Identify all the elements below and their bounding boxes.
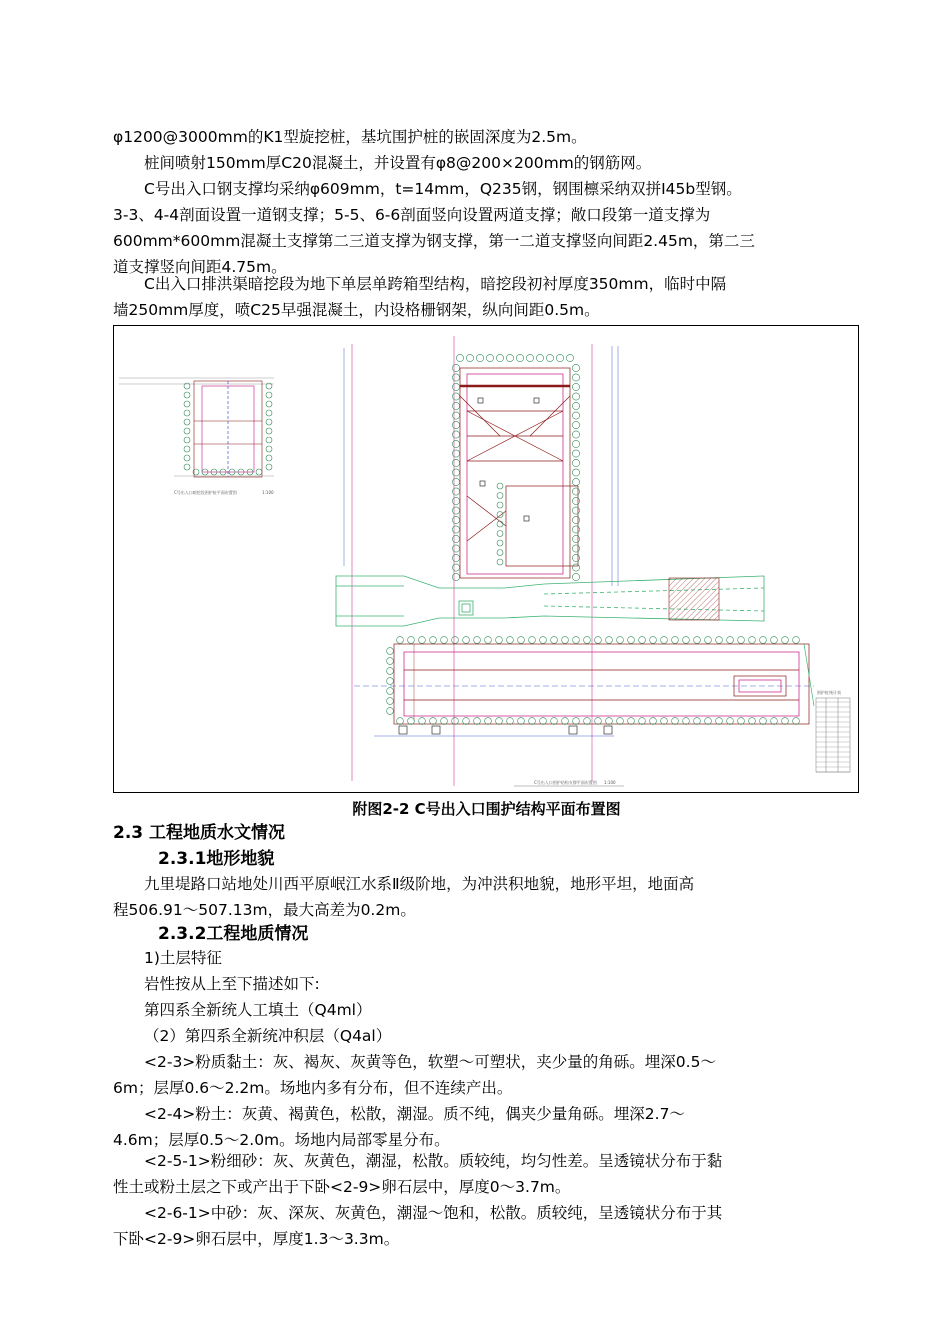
geology-line: 下卧<2-9>卵石层中，厚度1.3～3.3m。 [113, 1230, 400, 1248]
pile-stats-rows [816, 702, 850, 772]
pile-circle [419, 718, 426, 725]
pile-circle [184, 410, 190, 416]
geology-line: 岩性按从上至下描述如下: [144, 975, 320, 993]
body-line-6: 道支撑竖向间距4.75m。 [113, 258, 287, 276]
pile-circle [408, 718, 415, 725]
pile-circle [266, 464, 272, 470]
geology-line: （2）第四系全新统冲积层（Q4al） [144, 1027, 392, 1045]
pile-circle [497, 550, 503, 556]
pile-circle [572, 469, 579, 476]
figure-caption: 附图2-2 C号出入口围护结构平面布置图 [352, 800, 621, 818]
pile-circle [497, 483, 503, 489]
main-plan-scale: 1:100 [604, 780, 616, 785]
pile-circle [650, 718, 657, 725]
pile-circle [452, 564, 459, 571]
pile-circle [584, 637, 591, 644]
pile-circle [529, 637, 536, 644]
pile-circle [463, 718, 470, 725]
pile-circle [572, 545, 579, 552]
pile-circle [452, 535, 459, 542]
pile-circle [452, 526, 459, 533]
pile-circle [266, 437, 272, 443]
pile-circle [452, 554, 459, 561]
pile-circle [551, 718, 558, 725]
pile-circle [782, 637, 789, 644]
main-plan-piles [452, 354, 579, 580]
pile-circle [430, 637, 437, 644]
pile-circle [485, 637, 492, 644]
pile-circle [266, 419, 272, 425]
pile-circle [452, 393, 459, 400]
pile-circle [485, 718, 492, 725]
pile-circle [497, 531, 503, 537]
body-line-5: 600mm*600mm混凝土支撑第二三道支撑为钢支撑，第一二道支撑竖向间距2.45m，第二三 [113, 232, 755, 250]
pile-circle [595, 637, 602, 644]
pile-circle [452, 497, 459, 504]
pile-circle [572, 412, 579, 419]
plan-svg [114, 326, 858, 792]
geology-line: 1)土层特征 [144, 949, 222, 967]
main-plan [344, 336, 618, 786]
pile-circle [441, 637, 448, 644]
pile-circle [497, 540, 503, 546]
pile-circle [497, 559, 503, 565]
pile-circle [771, 718, 778, 725]
pile-circle [572, 564, 579, 571]
pile-circle [452, 450, 459, 457]
pile-circle [793, 718, 800, 725]
pile-circle [572, 526, 579, 533]
pile-circle [474, 718, 481, 725]
geology-line: <2-5-1>粉细砂：灰、灰黄色，潮湿，松散。质较纯，均匀性差。呈透镜状分布于黏 [144, 1152, 723, 1170]
pile-circle [497, 521, 503, 527]
pile-circle [617, 637, 624, 644]
pile-circle [536, 354, 543, 361]
pile-circle [266, 428, 272, 434]
pile-circle [628, 637, 635, 644]
pile-circle [572, 450, 579, 457]
pile-circle [584, 718, 591, 725]
pile-circle [540, 718, 547, 725]
pile-circle [452, 421, 459, 428]
pile-circle [716, 718, 723, 725]
pile-circle [572, 459, 579, 466]
geology-line: <2-3>粉质黏土：灰、褐灰、灰黄等色，软塑～可塑状，夹少量的角砾。埋深0.5～ [144, 1053, 716, 1071]
geology-line: 性土或粉土层之下或产出于下卧<2-9>卵石层中，厚度0～3.7m。 [113, 1178, 571, 1196]
pile-circle [496, 637, 503, 644]
pile-circle [738, 637, 745, 644]
pile-circle [529, 718, 536, 725]
pile-circle [672, 718, 679, 725]
pile-circle [507, 718, 514, 725]
pile-circle [266, 455, 272, 461]
pile-circle [397, 637, 404, 644]
pile-circle [661, 637, 668, 644]
pile-circle [452, 478, 459, 485]
pile-circle [661, 718, 668, 725]
pile-circle [452, 718, 459, 725]
pile-stats-table [816, 698, 850, 772]
pile-circle [572, 573, 579, 580]
pile-circle [476, 354, 483, 361]
pile-circle [452, 364, 459, 371]
pile-circle [387, 678, 394, 685]
body-line-7: C出入口排洪渠暗挖段为地下单层单跨箱型结构，暗挖段初衬厚度350mm，临时中隔 [144, 275, 727, 293]
pile-circle [452, 374, 459, 381]
pile-circle [184, 401, 190, 407]
small-plan-scale: 1:100 [262, 490, 274, 495]
pile-circle [452, 402, 459, 409]
pile-circle [184, 464, 190, 470]
pile-circle [738, 718, 745, 725]
pile-circle [572, 364, 579, 371]
pile-circle [516, 354, 523, 361]
pile-circle [573, 718, 580, 725]
pile-circle [572, 554, 579, 561]
pile-circle [683, 718, 690, 725]
pile-circle [452, 637, 459, 644]
geology-line: 第四系全新统人工填土（Q4ml） [144, 1001, 372, 1019]
pile-circle [572, 516, 579, 523]
pile-circle [387, 688, 394, 695]
pile-circle [452, 488, 459, 495]
geology-line: <2-4>粉土：灰黄、褐黄色，松散，潮湿。质不纯，偶夹少量角砾。埋深2.7～ [144, 1105, 685, 1123]
pile-circle [441, 718, 448, 725]
pile-circle [705, 637, 712, 644]
pile-circle [184, 455, 190, 461]
pile-circle [793, 637, 800, 644]
structure-plan-drawing [113, 325, 859, 793]
geology-line: <2-6-1>中砂：灰、深灰、灰黄色，潮湿～饱和，松散。质较纯，呈透镜状分布于其 [144, 1204, 723, 1222]
pile-circle [540, 637, 547, 644]
pile-circle [387, 698, 394, 705]
pile-circle [452, 440, 459, 447]
pile-circle [456, 354, 463, 361]
pile-circle [771, 637, 778, 644]
pile-circle [683, 637, 690, 644]
section-2-3-1-heading: 2.3.1地形地貌 [158, 849, 275, 869]
pile-circle [397, 718, 404, 725]
pile-circle [617, 718, 624, 725]
pile-circle [694, 718, 701, 725]
pile-circle [749, 718, 756, 725]
lower-plan-piles [387, 637, 800, 725]
pile-circle [266, 392, 272, 398]
pile-circle [266, 401, 272, 407]
pile-circle [672, 637, 679, 644]
pile-circle [694, 637, 701, 644]
pile-circle [572, 488, 579, 495]
pile-circle [760, 637, 767, 644]
pile-circle [628, 718, 635, 725]
geology-line: 4.6m；层厚0.5～2.0m。场地内局部零星分布。 [113, 1131, 450, 1149]
pile-circle [572, 478, 579, 485]
pile-circle [526, 354, 533, 361]
pile-circle [572, 535, 579, 542]
pile-circle [387, 708, 394, 715]
pile-circle [452, 412, 459, 419]
small-plan [119, 378, 274, 477]
pile-circle [650, 637, 657, 644]
hatched-area [669, 578, 719, 620]
table-title: 围护桩统计表 [817, 690, 841, 695]
pile-circle [518, 637, 525, 644]
small-plan-title: C号出入口暗挖段围护桩平面布置图 [174, 490, 237, 495]
body-line-1: φ1200@3000mm的K1型旋挖桩，基坑围护桩的嵌固深度为2.5m。 [113, 128, 587, 146]
terrain-line-1: 九里堤路口站地处川西平原岷江水系Ⅱ级阶地，为冲洪积地貌，地形平坦，地面高 [144, 875, 695, 893]
section-2-3-heading: 2.3 工程地质水文情况 [113, 823, 286, 843]
pile-circle [266, 446, 272, 452]
pile-circle [573, 637, 580, 644]
pile-circle [452, 459, 459, 466]
body-line-2: 桩间喷射150mm厚C20混凝土，并设置有φ8@200×200mm的钢筋网。 [144, 154, 652, 172]
pile-circle [595, 718, 602, 725]
pile-circle [466, 354, 473, 361]
pile-circle [705, 718, 712, 725]
pile-circle [184, 437, 190, 443]
pile-circle [572, 393, 579, 400]
pile-circle [387, 668, 394, 675]
pile-circle [452, 516, 459, 523]
pile-circle [452, 383, 459, 390]
pile-circle [546, 354, 553, 361]
pile-circle [507, 637, 514, 644]
pile-circle [639, 637, 646, 644]
pile-circle [556, 354, 563, 361]
pile-circle [566, 354, 573, 361]
terrain-line-2: 程506.91～507.13m，最大高差为0.2m。 [113, 901, 416, 919]
pile-circle [572, 431, 579, 438]
pile-circle [452, 431, 459, 438]
section-2-3-2-heading: 2.3.2工程地质情况 [158, 924, 309, 944]
pile-circle [551, 637, 558, 644]
pile-circle [387, 648, 394, 655]
pile-circle [782, 718, 789, 725]
pile-circle [716, 637, 723, 644]
pile-circle [419, 637, 426, 644]
pile-circle [572, 507, 579, 514]
pile-circle [749, 637, 756, 644]
pile-circle [727, 718, 734, 725]
pile-circle [572, 374, 579, 381]
pile-circle [562, 637, 569, 644]
geology-line: 6m；层厚0.6～2.2m。场地内多有分布，但不连续产出。 [113, 1079, 513, 1097]
pile-circle [474, 637, 481, 644]
pile-circle [184, 446, 190, 452]
pile-circle [572, 383, 579, 390]
pile-circle [463, 637, 470, 644]
body-line-4: 3-3、4-4剖面设置一道钢支撑；5-5、6-6剖面竖向设置两道支撑；敞口段第一道支撑为 [113, 206, 711, 224]
pile-circle [452, 507, 459, 514]
pile-circle [452, 469, 459, 476]
pile-circle [452, 545, 459, 552]
pile-circle [408, 637, 415, 644]
pile-circle [497, 502, 503, 508]
pile-circle [572, 402, 579, 409]
pile-circle [562, 718, 569, 725]
pile-circle [497, 493, 503, 499]
pile-circle [387, 658, 394, 665]
pile-circle [452, 573, 459, 580]
pile-circle [760, 718, 767, 725]
pile-circle [184, 392, 190, 398]
pile-circle [518, 718, 525, 725]
pile-circle [606, 718, 613, 725]
pile-circle [727, 637, 734, 644]
pile-circle [606, 637, 613, 644]
pile-circle [497, 512, 503, 518]
pile-circle [639, 718, 646, 725]
body-line-3: C号出入口钢支撑均采纳φ609mm，t=14mm，Q235钢，钢围檩采纳双拼I45b型钢。 [144, 180, 742, 198]
pile-circle [266, 410, 272, 416]
pile-circle [486, 354, 493, 361]
main-plan-title: C号出入口围护结构支撑平面布置图 [534, 780, 597, 785]
pile-circle [496, 354, 503, 361]
pile-circle [184, 419, 190, 425]
pile-circle [496, 718, 503, 725]
pile-circle [184, 428, 190, 434]
pile-circle [572, 497, 579, 504]
pile-circle [572, 421, 579, 428]
pile-circle [430, 718, 437, 725]
pile-circle [572, 440, 579, 447]
pile-circle [256, 469, 262, 475]
body-line-8: 墙250mm厚度，喷C25早强混凝土，内设格栅钢架，纵向间距0.5m。 [113, 301, 600, 319]
pile-circle [506, 354, 513, 361]
